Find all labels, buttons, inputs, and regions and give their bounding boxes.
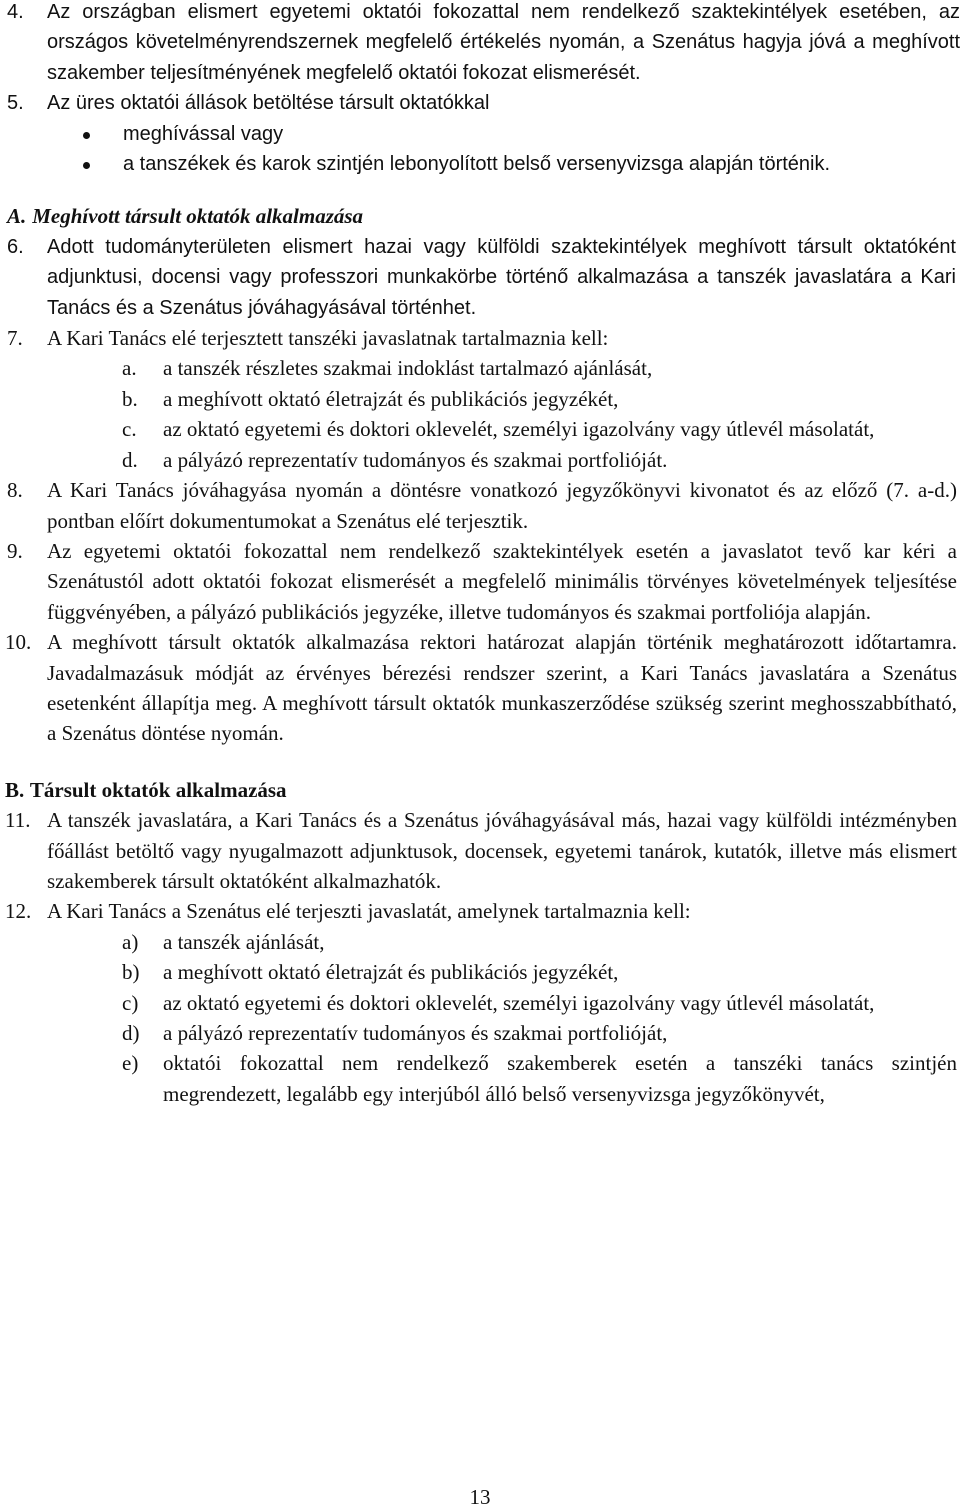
sublist-text: a tanszék részletes szakmai indoklást tartalmazó ajánlását, [163, 356, 653, 381]
sublist-label: c) [122, 990, 139, 1015]
bullet-item [0, 149, 960, 179]
bullet-list [0, 119, 960, 180]
paragraph-9 [0, 536, 960, 627]
sublist-label: a. [122, 356, 137, 381]
sublist-item [0, 1048, 960, 1109]
sublist-item [0, 445, 960, 475]
sublist-item [0, 957, 960, 987]
paragraph-4 [0, 0, 960, 88]
sublist-item [0, 988, 960, 1018]
sublist-label: d. [122, 447, 138, 472]
paragraph-8 [0, 475, 960, 536]
paragraph-number: 12. [5, 899, 32, 924]
paragraph-number: 5. [7, 92, 24, 115]
sublist-12 [0, 927, 960, 1109]
paragraph-text: A meghívott társult oktatók alkalmazása rektori határozat alapján történik meghatározott időtartamra. Javadalmazásuk módját az érvényes bérezési rendszer szerint, a Kari Tanács javaslatára a Szenátus esetenként állapítja meg. A meghívott társult oktatók munkaszerződése szükség szerint meghosszabbítható, a Szenátus döntése nyomán. [47, 630, 957, 746]
section-heading-b [0, 775, 960, 805]
paragraph-6 [0, 232, 960, 323]
paragraph-text: Az üres oktatói állások betöltése társult oktatókkal [47, 92, 490, 115]
paragraph-text: A Kari Tanács elé terjesztett tanszéki javaslatnak tartalmaznia kell: [47, 326, 609, 351]
sublist-item [0, 384, 960, 414]
sublist-text: a meghívott oktató életrajzát és publikációs jegyzékét, [163, 386, 619, 411]
sublist-item [0, 927, 960, 957]
sublist-item [0, 353, 960, 383]
sublist-label: d) [122, 1021, 140, 1045]
paragraph-number: 6. [7, 235, 24, 258]
sublist-7 [0, 353, 960, 475]
sublist-text: a pályázó reprezentatív tudományos és szakmai portfolióját, [163, 1021, 668, 1045]
paragraph-number: 7. [7, 326, 23, 351]
paragraph-5 [0, 88, 960, 118]
sublist-label: a) [122, 929, 139, 954]
section-letter: B. [5, 777, 25, 802]
page-number: 13 [469, 1485, 491, 1509]
bullet-icon [0, 119, 123, 149]
paragraph-number: 4. [7, 1, 24, 23]
paragraph-7 [0, 323, 960, 353]
sublist-label: b. [122, 386, 138, 411]
paragraph-number: 11. [5, 808, 31, 833]
sublist-label: b) [122, 960, 140, 985]
paragraph-11 [0, 805, 960, 896]
paragraph-text: Adott tudományterületen elismert hazai vagy külföldi szaktekintélyek meghívott társult oktatóként adjunktusi, docensi vagy professzori munkakörbe történő alkalmazása a tanszék javaslatára a Kari Tanács és a Szenátus jóváhagyásával történhet. [47, 235, 956, 319]
bullet-item [0, 119, 960, 149]
sublist-text: az oktató egyetemi és doktori oklevelét, személyi igazolvány vagy útlevél másolatát, [163, 417, 875, 442]
section-title: Társult oktatók alkalmazása [29, 777, 287, 802]
sublist-text: az oktató egyetemi és doktori oklevelét, személyi igazolvány vagy útlevél másolatát, [163, 990, 875, 1015]
section-letter: A. [7, 204, 27, 229]
sublist-text: a tanszék ajánlását, [163, 929, 325, 954]
sublist-label: e) [122, 1051, 139, 1076]
paragraph-text: A tanszék javaslatára, a Kari Tanács és a Szenátus jóváhagyásával más, hazai vagy külföldi intézményben főállást betöltő vagy nyugalmazott adjunktusok, docensek, egyetemi tanárok, kutatók, illetve más elismert szakemberek társult oktatóként alkalmazhatók. [47, 808, 957, 893]
sublist-item [0, 414, 960, 444]
paragraph-10 [0, 627, 960, 749]
bullet-icon [0, 149, 123, 179]
section-heading-a [0, 201, 960, 231]
paragraph-text: Az egyetemi oktatói fokozattal nem rendelkező szaktekintélyek esetén a javaslatot tevő kar kéri a Szenátustól adott oktatói fokozat elismerését a megfelelő minimális törvényes követelmények teljesítése függvényében, a pályázó publikációs jegyzéke, illetve tudományos és szakmai portfoliója alapján. [47, 538, 957, 624]
sublist-label: c. [122, 417, 137, 442]
paragraph-number: 9. [7, 538, 23, 563]
paragraph-text: A Kari Tanács jóváhagyása nyomán a döntésre vonatkozó jegyzőkönyvi kivonatot és az előző (7. a-d.) pontban előírt dokumentumokat a Szenátus elé terjesztik. [47, 478, 957, 533]
paragraph-text: A Kari Tanács a Szenátus elé terjeszti javaslatát, amelynek tartalmaznia kell: [47, 899, 691, 924]
sublist-text: oktatói fokozattal nem rendelkező szakemberek esetén a tanszéki tanács szintjén megrendezett, legalább egy interjúból álló belső versenyvizsga jegyzőkönyvét, [163, 1051, 957, 1106]
sublist-text: a pályázó reprezentatív tudományos és szakmai portfolióját. [163, 447, 668, 472]
section-title: Meghívott társult oktatók alkalmazása [32, 204, 364, 229]
sublist-item [0, 1018, 960, 1048]
bullet-text: a tanszékek és karok szintjén lebonyolított belső versenyvizsga alapján történik. [123, 153, 831, 176]
paragraph-12 [0, 896, 960, 926]
sublist-text: a meghívott oktató életrajzát és publikációs jegyzékét, [163, 960, 619, 985]
paragraph-text: Az országban elismert egyetemi oktatói fokozattal nem rendelkező szaktekintélyek esetében, az országos követelményrendszernek megfelelő értékelés nyomán, a Szenátus hagyja jóvá a meghívott szakember teljesítményének megfelelő oktatói fokozat elismerését. [47, 1, 960, 84]
paragraph-number: 8. [7, 478, 23, 503]
paragraph-number: 10. [5, 630, 32, 655]
bullet-text: meghívással vagy [123, 122, 284, 145]
